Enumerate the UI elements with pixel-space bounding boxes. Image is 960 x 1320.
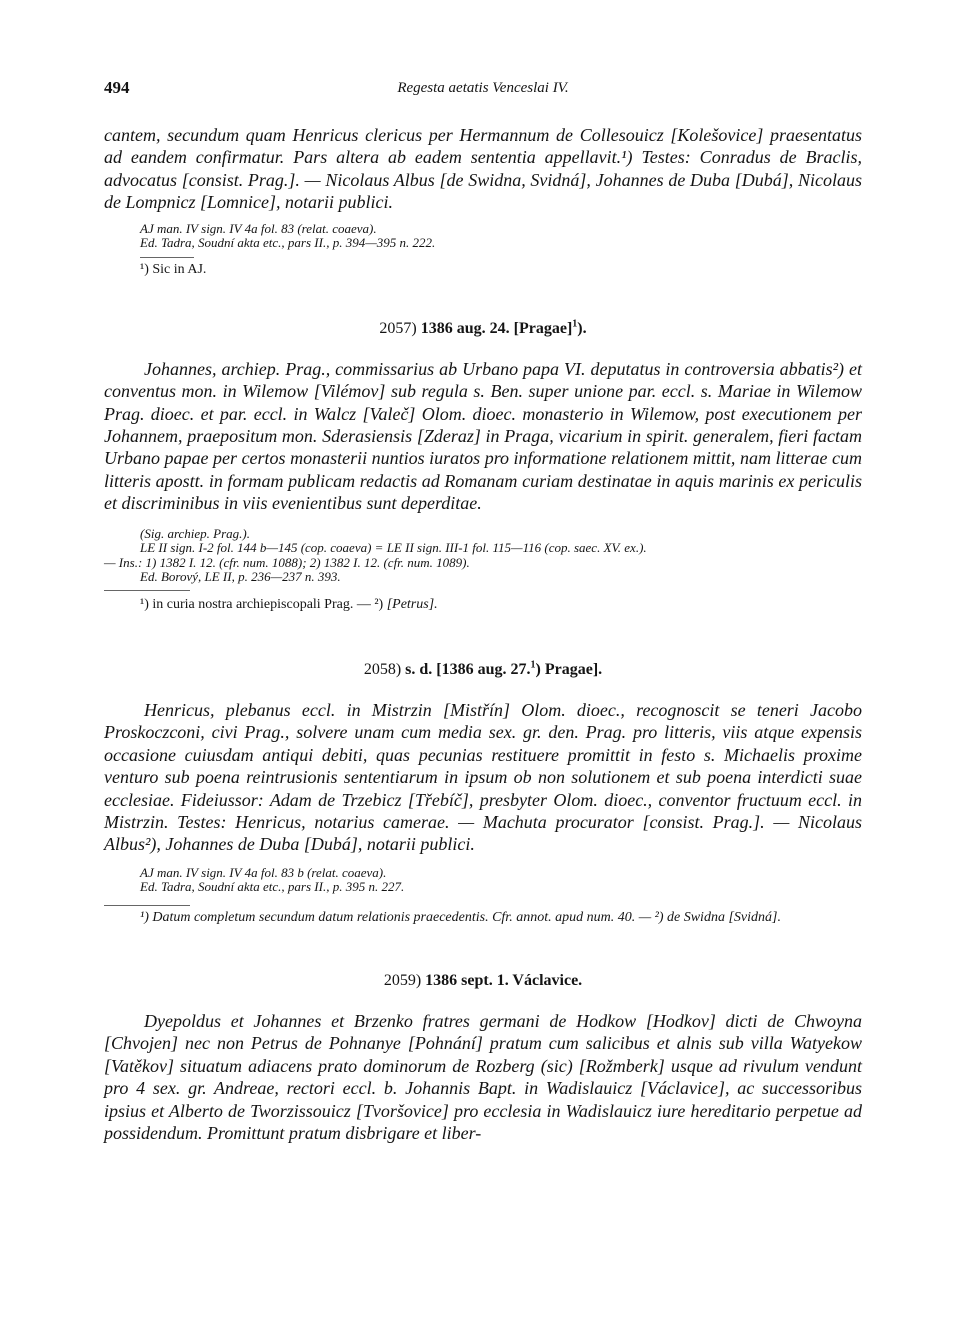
footnote-divider — [140, 257, 194, 258]
footnote: ¹) Datum completum secundum datum relationis praecedentis. Cfr. annot. apud num. 40. — ²) de Swidna [Svidná]. — [140, 910, 781, 926]
entry-heading — [104, 661, 862, 679]
footnote: ¹) Sic in AJ. — [140, 261, 207, 277]
source-line: LE II sign. I-2 fol. 144 b—145 (cop. coaeva) = LE II sign. III-1 fol. 115—116 (cop. saec. XV. ex.). — [140, 540, 647, 556]
carryover-text: cantem, secundum quam Henricus clericus per Hermannum de Collesouicz [Kolešovice] praesentatus ad eandem confirmatur. Pars altera ab eadem sententia appellavit.¹) Testes: Conradus de Braclis, advocatus [consist. Prag.]. — Nicolaus Albus [de Swidna, Svidná], Johannes de Duba [Dubá], Nicolaus de Lompnicz [Lomnice], notarii publici. — [104, 125, 862, 213]
entry-text: Johannes, archiep. Prag., commissarius ab Urbano papa VI. deputatus in controversia abbatis²) et conventus mon. in Wilemow [Vilémov] sub regula s. Ben. super unione par. eccl. s. Mariae in Wilemow Prag. dioec. et par. eccl. in Walcz [Valeč] Olom. dioec. monasterio in Wilemow, post executionem per Johannem, praepositum mon. Sderasiensis [Zderaz] in Praga, vicarium in spirit. generalem, fieri factam Urbano papae per certos monasterii nuntios iuratos pro informatione relationem mittit, nam litterae cum litteris apostt. in formam publicam redactis ad Romanam curiam destinatae in aquis marinis ex periculis et discriminibus in viis evenientibus sunt deperditae. — [104, 358, 862, 514]
source-line: Ed. Borový, LE II, p. 236—237 n. 393. — [140, 569, 341, 585]
entry-date: s. d. [1386 aug. 27.$^1$) Pragae]. — [405, 659, 603, 679]
entry-date: 1386 aug. 24. [Pragae]$^1$). — [420, 318, 587, 337]
source-line: AJ man. IV sign. IV 4a fol. 83 (relat. coaeva). — [140, 220, 377, 236]
footnote: ¹) in curia nostra archiepiscopali Prag. — ²) [Petrus]. — [140, 597, 438, 613]
source-line: Ed. Tadra, Soudní akta etc., pars II., p. 394—395 n. 222. — [140, 235, 436, 251]
source-line: — Ins.: 1) 1382 I. 12. (cfr. num. 1088); 2) 1382 I. 12. (cfr. num. 1089). — [104, 554, 470, 570]
entry-heading — [104, 320, 862, 338]
footnote-divider — [104, 905, 190, 906]
carryover-sources — [104, 222, 862, 251]
running-title: Regesta aetatis Venceslai IV. — [397, 80, 569, 96]
page-header — [104, 72, 862, 102]
entry-text: Dyepoldus et Johannes et Brzenko fratres germani de Hodkow [Hodkov] dicti de Chwoyna [Chvojen] nec non Petrus de Pohnanye [Pohnání] pratum cum salicibus et alnis sub villa Watyekow [Vatěkov] situatum adiacens prato dominorum de Rozberg (sic) [Rožmberk] usque ad rivulum vendunt pro 4 sex. gr. Andreae, rectori eccl. b. Johannis Bapt. in Wadislauicz [Václavice], ac successoribus ipsius et Alberto de Tworzissouicz [Tvoršovice] pro ecclesia in Wadislauicz iure hereditario perpetue ad possidendum. Promittunt pratum disbrigare et liber- — [104, 1011, 862, 1144]
source-line: Ed. Tadra, Soudní akta etc., pars II., p. 395 n. 227. — [140, 879, 405, 895]
page — [104, 72, 862, 1145]
entry-number: 2059) — [383, 972, 422, 990]
source-line: AJ man. IV sign. IV 4a fol. 83 b (relat. coaeva). — [140, 864, 387, 880]
page-number: 494 — [104, 78, 130, 97]
entry-sources — [104, 866, 862, 895]
entry-date: 1386 sept. 1. Václavice. — [425, 972, 583, 990]
entry-text: Henricus, plebanus eccl. in Mistrzin [Mistřín] Olom. dioec., recognoscit se teneri Jacobo Proskoczconi, civi Prag., solvere unam cum media sex. gr. den. Prag. pro litteris, viis atque expensis occasione cuiusdam antiqui debiti, quas pecunias restituere promittit in festo s. Michaelis proxime venturo sub poena reintrusionis sententiarum in ipsum ob non solutionem et sub poena interdicti suae ecclesiae. Fideiussor: Adam de Trzebicz [Třebíč], presbyter Olom. dioec., conventor fructuum eccl. in Mistrzin. Testes: Henricus, notarius camerae. — Machuta procurator [consist. Prag.]. — Nicolaus Albus²), Johannes de Duba [Dubá], notarii publici. — [104, 700, 862, 855]
entry-sources — [104, 527, 862, 585]
entry-number: 2058) — [363, 661, 402, 679]
source-line: (Sig. archiep. Prag.). — [140, 525, 250, 541]
footnote-divider — [104, 590, 190, 591]
entry-number: 2057) — [379, 319, 417, 337]
entry-heading — [104, 972, 862, 990]
